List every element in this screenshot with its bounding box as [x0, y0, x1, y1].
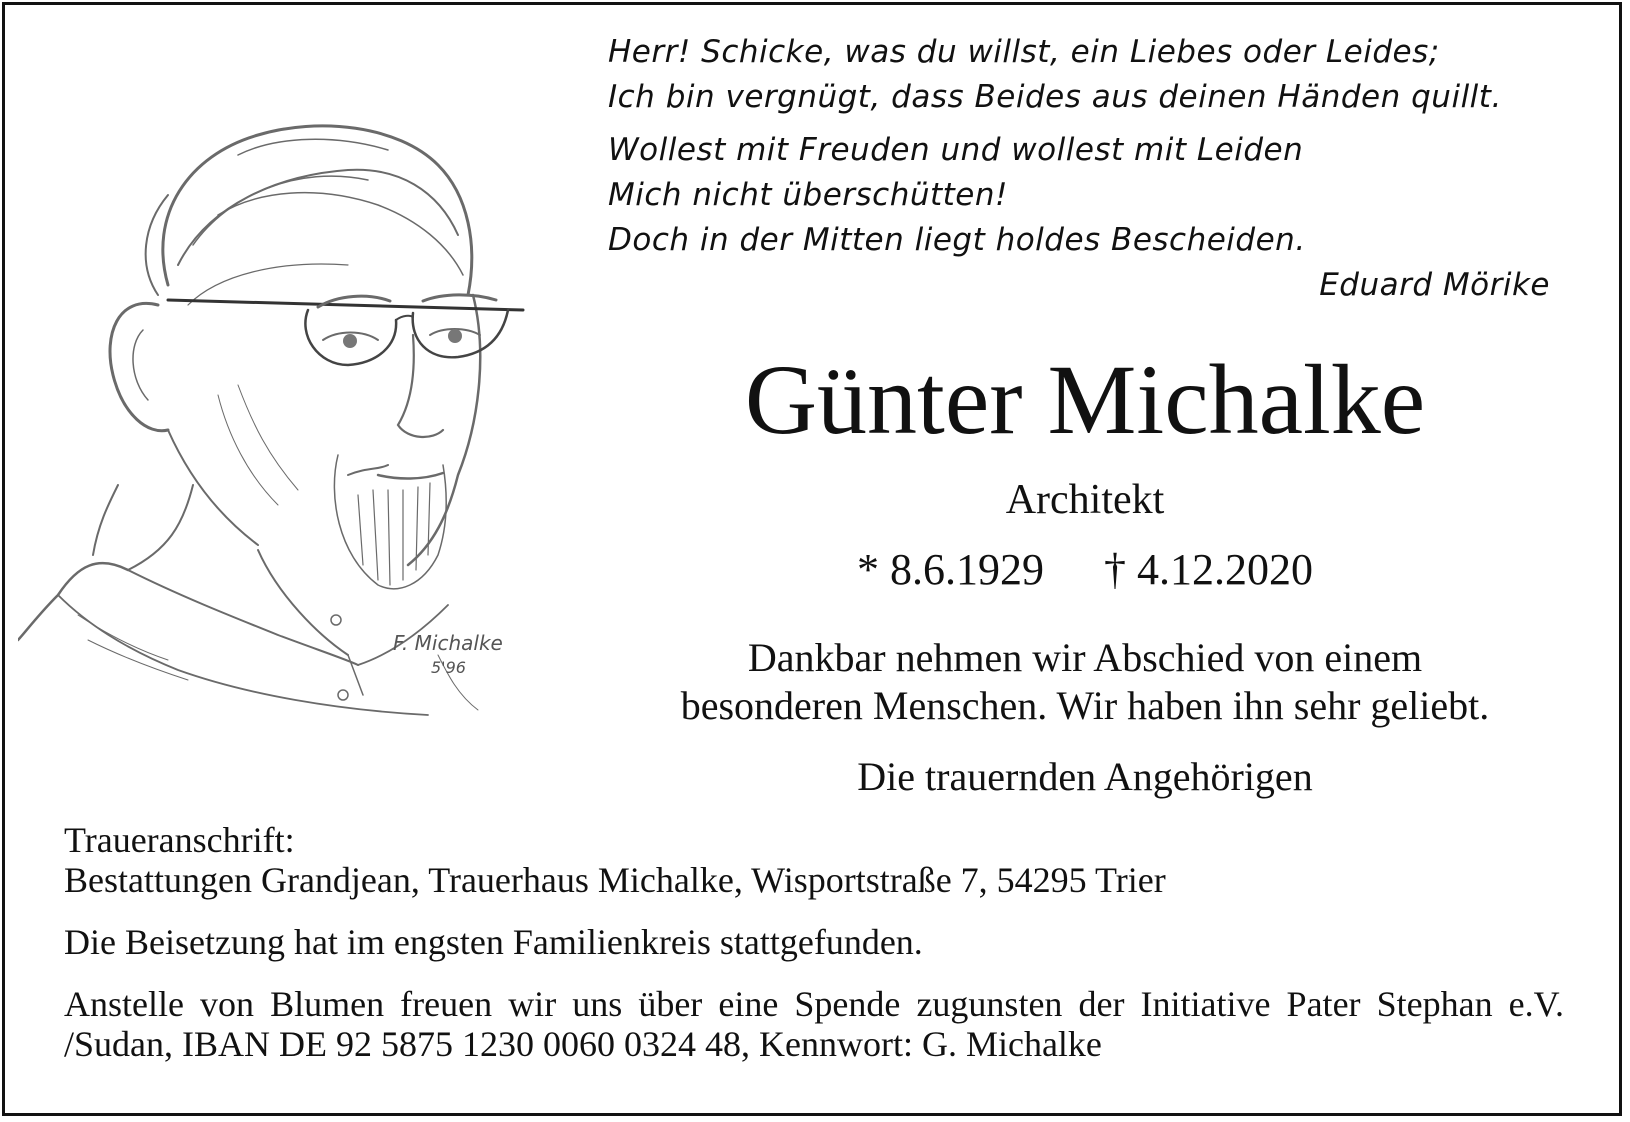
deceased-profession: Architekt: [1005, 477, 1165, 523]
life-dates: [610, 542, 1560, 598]
poem-line: Mich nicht überschütten!: [608, 177, 1008, 213]
portrait-drawing: [18, 95, 558, 735]
donation-note: Anstelle von Blumen freuen wir uns über eine Spende zugunsten der Initiative Pater Stephan e.V. /Sudan, IBAN DE 92 5875 1230 0060 0324 48, Kennwort: G. Michalke: [64, 984, 1564, 1064]
poem-line: Doch in der Mitten liegt holdes Bescheiden.: [608, 222, 1306, 258]
poem-line: Ich bin vergnügt, dass Beides aus deinen Händen quillt.: [608, 79, 1502, 115]
artist-signature: [393, 631, 503, 677]
address-label: Traueranschrift:: [64, 820, 295, 860]
mourners-signature: Die trauernden Angehörigen: [857, 754, 1313, 799]
farewell-line-2: besonderen Menschen. Wir haben ihn sehr geliebt.: [680, 683, 1490, 728]
poem-author: Eduard Mörike: [1319, 267, 1550, 303]
farewell-message: [610, 634, 1560, 730]
footer-info: [64, 820, 1564, 1064]
poem-stanza-2: [608, 128, 1568, 263]
poem-line: Herr! Schicke, was du willst, ein Liebes oder Leides;: [608, 34, 1440, 70]
burial-note: Die Beisetzung hat im engsten Familienkreis stattgefunden.: [64, 922, 923, 962]
deceased-name: Günter Michalke: [744, 344, 1426, 455]
death-date: † 4.12.2020: [1104, 545, 1313, 594]
svg-text:5'96: 5'96: [431, 658, 466, 677]
farewell-line-1: Dankbar nehmen wir Abschied von einem: [747, 635, 1423, 680]
poem-line: Wollest mit Freuden und wollest mit Leiden: [608, 132, 1304, 168]
poem-stanza-1: [608, 30, 1568, 120]
poem-quote: [608, 30, 1568, 308]
mourning-address: Bestattungen Grandjean, Trauerhaus Michalke, Wisportstraße 7, 54295 Trier: [64, 860, 1166, 900]
svg-text:F. Michalke: F. Michalke: [393, 631, 503, 655]
birth-date: * 8.6.1929: [857, 545, 1044, 594]
